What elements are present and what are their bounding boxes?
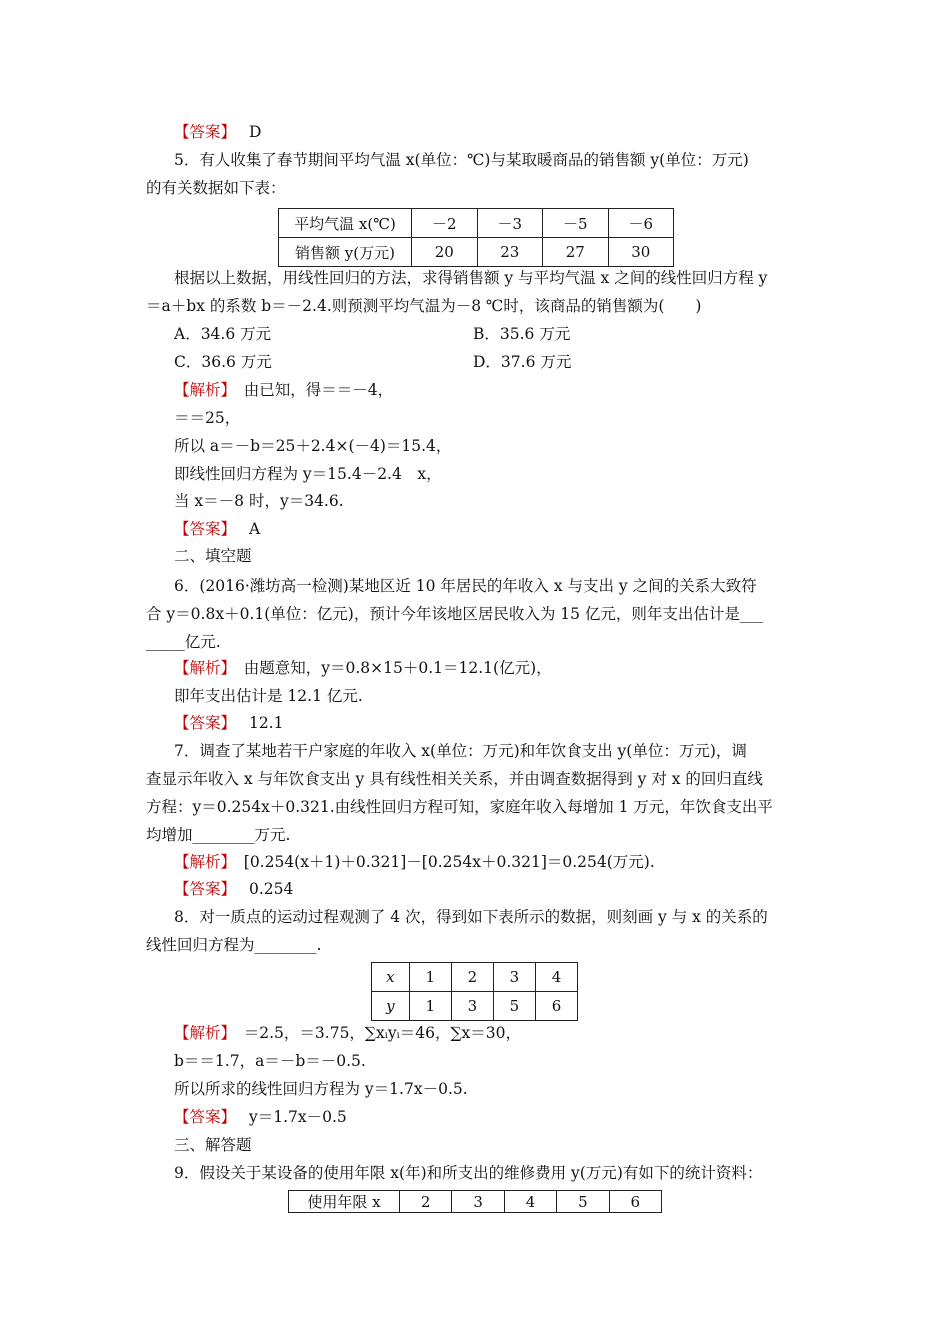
q5-analysis-line-3: 所以 a＝－b＝25＋2.4×(－4)＝15.4， bbox=[174, 437, 452, 455]
analysis-tag: 【解析】 bbox=[174, 659, 229, 677]
table-cell: 1 bbox=[409, 992, 451, 1021]
answer-value: D bbox=[248, 123, 262, 141]
q8-stem-line-1: 8．对一质点的运动过程观测了 4 次，得到如下表所示的数据，则刻画 y 与 x 的关系的 bbox=[174, 908, 768, 926]
q6-answer bbox=[174, 713, 283, 733]
table-cell: －3 bbox=[477, 209, 543, 238]
q6-stem-line-2: 合 y＝0.8x＋0.1(单位：亿元)，预计今年该地区居民收入为 15 亿元，则年支出估计是___ bbox=[146, 605, 764, 623]
table-cell: 2 bbox=[451, 963, 493, 992]
answer-tag: 【答案】 bbox=[174, 123, 237, 141]
q8-analysis-line-3: 所以所求的线性回归方程为 y＝1.7x－0.5. bbox=[174, 1080, 468, 1098]
q5-option-b: B．35.6 万元 bbox=[473, 325, 571, 343]
answer-value: 0.254 bbox=[248, 880, 294, 898]
analysis-text: ＝2.5，＝3.75，∑xᵢyᵢ＝46，∑x＝30， bbox=[228, 1024, 521, 1042]
table-cell: 4 bbox=[535, 963, 577, 992]
q6-stem-line-3: _____亿元. bbox=[146, 633, 221, 651]
q5-answer bbox=[174, 519, 260, 539]
table-cell bbox=[372, 963, 410, 992]
q5-stem-line-4: ＝a＋bx 的系数 b＝－2.4.则预测平均气温为－8 ℃时，该商品的销售额为( ) bbox=[146, 297, 702, 315]
q5-data-table bbox=[278, 208, 674, 267]
q4-answer bbox=[174, 122, 261, 142]
q9-stem-line-1: 9．假设关于某设备的使用年限 x(年)和所支出的维修费用 y(万元)有如下的统计资料： bbox=[174, 1164, 763, 1182]
q5-option-c: C．36.6 万元 bbox=[174, 353, 272, 371]
q8-analysis-line-1 bbox=[174, 1023, 521, 1043]
q5-stem-line-2: 的有关数据如下表： bbox=[146, 179, 286, 197]
answer-value: 12.1 bbox=[248, 714, 284, 732]
analysis-text: [0.254(x＋1)＋0.321]－[0.254x＋0.321]＝0.254(万元). bbox=[228, 853, 655, 871]
table-cell: 3 bbox=[451, 992, 493, 1021]
q7-analysis-line-1 bbox=[174, 852, 655, 872]
answer-tag: 【答案】 bbox=[174, 880, 237, 898]
cell-variable: y bbox=[386, 997, 395, 1015]
q5-analysis-line-1 bbox=[174, 380, 393, 400]
q5-stem-line-3: 根据以上数据，用线性回归的方法，求得销售额 y 与平均气温 x 之间的线性回归方程 y bbox=[174, 269, 768, 287]
table-cell bbox=[372, 992, 410, 1021]
q7-stem-line-1: 7．调查了某地若干户家庭的年收入 x(单位：万元)和年饮食支出 y(单位：万元)，调 bbox=[174, 742, 747, 760]
table-cell: 平均气温 x(℃) bbox=[279, 209, 412, 238]
table-row bbox=[289, 1191, 662, 1213]
table-cell: －6 bbox=[608, 209, 674, 238]
table-cell: 5 bbox=[493, 992, 535, 1021]
table-row bbox=[279, 209, 674, 238]
table-row bbox=[279, 238, 674, 267]
table-cell: －2 bbox=[412, 209, 478, 238]
q8-answer bbox=[174, 1107, 347, 1127]
q7-stem-line-2: 查显示年收入 x 与年饮食支出 y 具有线性相关关系，并由调查数据得到 y 对 x 的回归直线 bbox=[146, 770, 763, 788]
table-cell: 4 bbox=[504, 1191, 556, 1213]
table-cell: 20 bbox=[412, 238, 478, 267]
q8-stem-line-2: 线性回归方程为________. bbox=[146, 936, 322, 954]
table-cell: 6 bbox=[535, 992, 577, 1021]
q7-stem-line-3: 方程：y＝0.254x＋0.321.由线性回归方程可知，家庭年收入每增加 1 万元，年饮食支出平 bbox=[146, 798, 773, 816]
table-cell: 6 bbox=[609, 1191, 661, 1213]
table-cell: －5 bbox=[543, 209, 609, 238]
q5-analysis-line-2: ＝＝25， bbox=[174, 409, 241, 427]
table-row bbox=[372, 992, 578, 1021]
section-heading-solutions: 三、解答题 bbox=[174, 1136, 252, 1154]
q5-option-d: D．37.6 万元 bbox=[473, 353, 572, 371]
q7-stem-line-4: 均增加________万元. bbox=[146, 826, 291, 844]
table-cell: 2 bbox=[400, 1191, 452, 1213]
cell-variable: x bbox=[386, 968, 395, 986]
q7-answer bbox=[174, 879, 293, 899]
table-cell: 5 bbox=[557, 1191, 609, 1213]
q6-analysis-line-2: 即年支出估计是 12.1 亿元. bbox=[174, 687, 363, 705]
analysis-text: 由已知，得＝＝－4， bbox=[228, 381, 394, 399]
table-cell: 3 bbox=[452, 1191, 504, 1213]
analysis-tag: 【解析】 bbox=[174, 1024, 229, 1042]
q5-stem-line-1: 5．有人收集了春节期间平均气温 x(单位：℃)与某取暖商品的销售额 y(单位：万元) bbox=[174, 151, 749, 169]
q5-analysis-line-4: 即线性回归方程为 y＝15.4－2.4 x， bbox=[174, 465, 442, 483]
q5-analysis-line-5: 当 x＝－8 时，y＝34.6. bbox=[174, 492, 344, 510]
table-cell: 3 bbox=[493, 963, 535, 992]
answer-tag: 【答案】 bbox=[174, 1108, 237, 1126]
analysis-text: 由题意知，y＝0.8×15＋0.1＝12.1(亿元)， bbox=[228, 659, 552, 677]
q6-stem-line-1: 6．(2016·潍坊高一检测)某地区近 10 年居民的年收入 x 与支出 y 之间的关系大致符 bbox=[174, 577, 757, 595]
answer-tag: 【答案】 bbox=[174, 520, 237, 538]
q5-option-a: A．34.6 万元 bbox=[174, 325, 272, 343]
analysis-tag: 【解析】 bbox=[174, 381, 229, 399]
table-cell: 1 bbox=[409, 963, 451, 992]
table-cell: 30 bbox=[608, 238, 674, 267]
table-cell: 销售额 y(万元) bbox=[279, 238, 412, 267]
analysis-tag: 【解析】 bbox=[174, 853, 229, 871]
table-cell: 使用年限 x bbox=[289, 1191, 400, 1213]
q8-data-table bbox=[371, 962, 578, 1021]
table-cell: 27 bbox=[543, 238, 609, 267]
table-row bbox=[372, 963, 578, 992]
table-cell: 23 bbox=[477, 238, 543, 267]
q8-analysis-line-2: b＝＝1.7，a＝－b＝－0.5. bbox=[174, 1052, 366, 1070]
section-heading-fill-in: 二、填空题 bbox=[174, 547, 252, 565]
answer-tag: 【答案】 bbox=[174, 714, 237, 732]
answer-value: y＝1.7x－0.5 bbox=[248, 1108, 347, 1126]
q6-analysis-line-1 bbox=[174, 658, 552, 678]
answer-value: A bbox=[248, 520, 261, 538]
q9-data-table bbox=[288, 1190, 662, 1213]
